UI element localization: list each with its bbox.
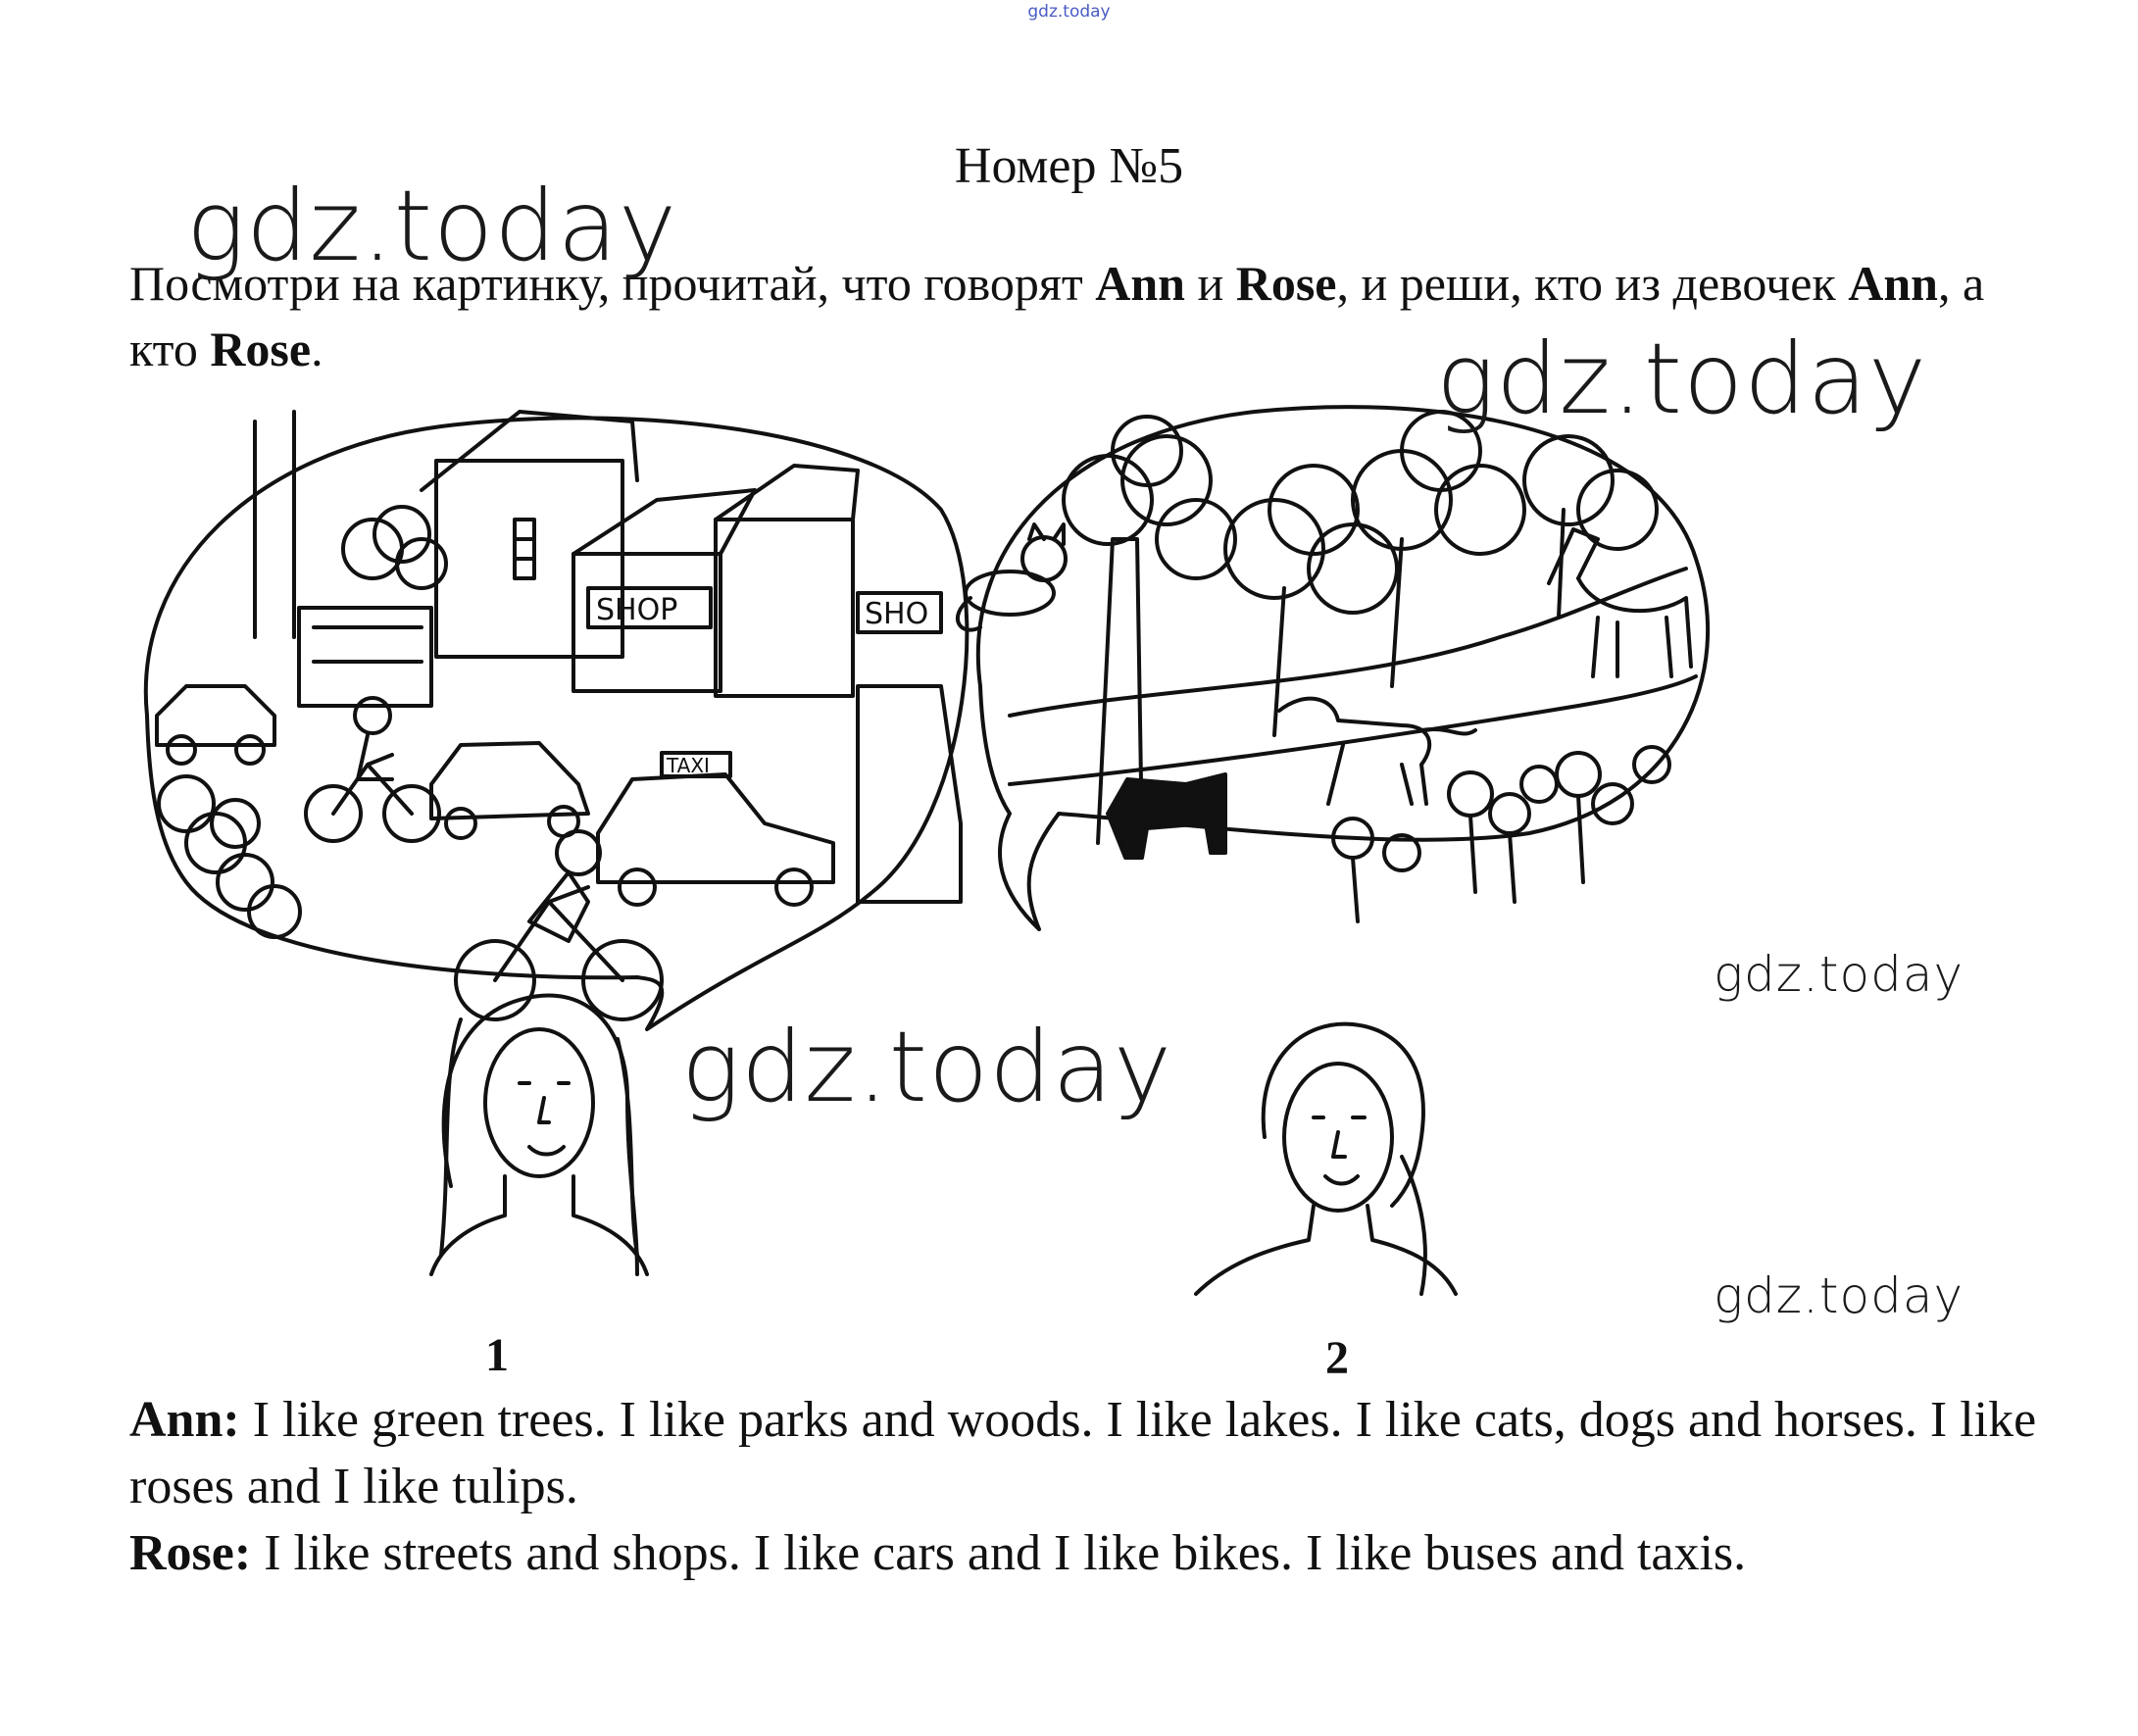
watermark-small-lower: gdz.today [1714, 1267, 1964, 1324]
instruction-text: , а кто [129, 256, 1985, 376]
city-vehicles [157, 686, 961, 1019]
horse [1549, 529, 1691, 676]
terrier-dog [1108, 774, 1225, 858]
answer-text: I like green trees. I like parks and woods. I like lakes. I like cats, dogs and horses. I like roses and I like tulips. [129, 1392, 2037, 1514]
answer-ann [129, 1387, 2041, 1520]
answer-rose [129, 1520, 2041, 1587]
name-ann: Ann [1095, 256, 1185, 311]
watermark-large-center: gdz.today [681, 1010, 1173, 1124]
answer-text: I like streets and shops. I like cars and I like bikes. I like buses and taxis. [251, 1525, 1747, 1581]
answers-block [129, 1387, 2041, 1587]
park-trees [1064, 412, 1657, 843]
name-rose: Rose [1235, 256, 1337, 311]
figure-label-2: 2 [1325, 1332, 1349, 1384]
illustration [127, 392, 1794, 1392]
dalmatian-dog [1279, 699, 1475, 804]
city-buildings [255, 412, 941, 706]
speaker-label: Rose: [129, 1525, 252, 1581]
shop-sign-1: SHOP [596, 593, 678, 627]
instruction-text: Посмотри на картинку, прочитай, что говорят [129, 256, 1096, 311]
girl-2-portrait [1196, 1024, 1456, 1294]
girl-1-portrait [431, 996, 647, 1274]
watermark-large-right: gdz.today [1436, 322, 1928, 436]
watermark-large-left: gdz.today [186, 169, 678, 283]
park-flowers [1333, 747, 1669, 921]
instruction-text: . [311, 322, 323, 376]
instruction-text: и [1184, 256, 1236, 311]
shop-sign-2: SHO [865, 597, 929, 631]
name-rose: Rose [210, 322, 312, 376]
city-bushes [159, 776, 300, 937]
page-title: Номер №5 [954, 138, 1184, 194]
park-speech-bubble [978, 407, 1708, 929]
figure-label-1: 1 [485, 1329, 509, 1381]
instruction-text: , и реши, кто из девочек [1336, 256, 1849, 311]
speaker-label: Ann: [129, 1392, 240, 1448]
park-path [1010, 676, 1696, 784]
watermark-top: gdz.today [1027, 2, 1111, 22]
name-ann: Ann [1848, 256, 1938, 311]
taxi-sign: TAXI [667, 754, 710, 777]
watermark-small-upper: gdz.today [1714, 946, 1964, 1003]
